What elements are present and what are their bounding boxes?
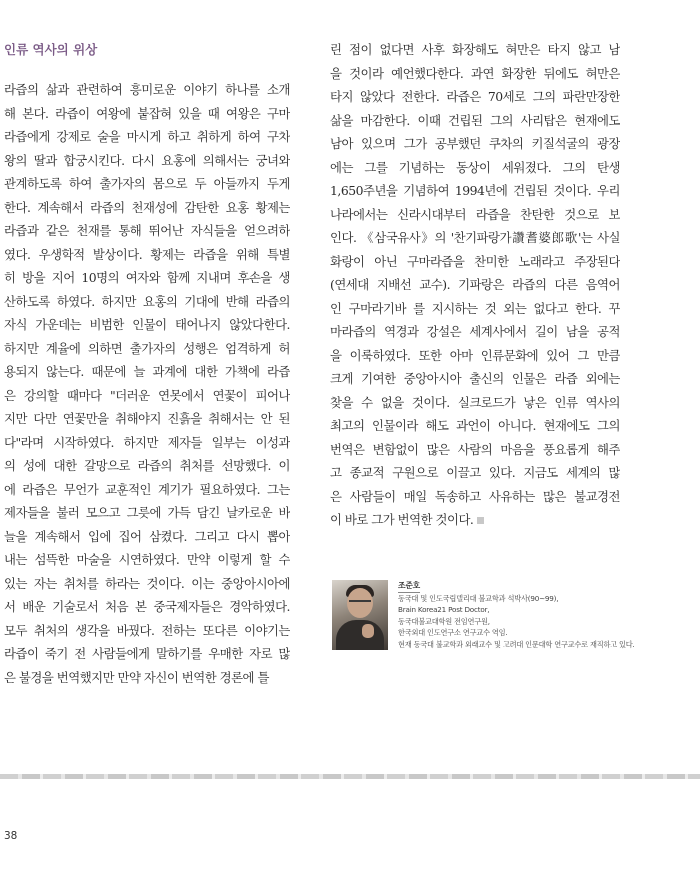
text-line: 의 성에 대한 갈망으로 라즙의 취처를 선망했다. 이 (4, 458, 290, 473)
text-line: 에는 그를 기념하는 동상이 세워졌다. 그의 탄생 (330, 159, 620, 175)
text-line: 한다. 계속해서 라즙의 천재성에 감탄한 요홍 황제는 (4, 199, 290, 215)
author-box (332, 580, 635, 658)
text-line: 이 바로 그가 번역한 것이다. (330, 508, 620, 532)
text-line: 라즙과 같은 천재를 통해 뛰어난 자식들을 얻으려하 (4, 223, 290, 238)
text-line: 있는 자는 취처를 하라는 것이다. 이는 중앙아시아에 (4, 575, 290, 591)
right-text-column (330, 38, 620, 532)
text-line: 하지만 계율에 의하면 출가자의 성행은 엄격하게 허 (4, 340, 290, 356)
author-bio-line: Brain Korea21 Post Doctor, (398, 605, 490, 614)
text-line: 용되지 않는다. 때문에 늘 과계에 대한 가책에 라즙 (4, 364, 290, 379)
text-line: 찾을 수 없을 것이다. 실크로드가 낳은 인류 역사의 (330, 394, 620, 410)
author-bio-line: 동국대 및 인도국립델리대 불교학과 석박사(90~99), (398, 593, 559, 603)
text-line: 마라즙의 역경과 강설은 세계사에서 길이 남을 공적 (330, 324, 620, 339)
text-line: 1,650주년을 기념하여 1994년에 건립된 것이다. 우리 (330, 183, 620, 198)
text-line: 번역은 변함없이 많은 사람의 마음을 풍요롭게 해주 (330, 441, 620, 457)
text-line: 관계하도록 하여 출가자의 몸으로 두 아들까지 두게 (4, 176, 290, 191)
text-line: 나라에서는 신라시대부터 라즙을 찬탄한 것으로 보 (330, 206, 620, 222)
author-bio-line: 동국대불교대학원 전임연구원, (398, 616, 490, 626)
text-line: 을 이룩하였다. 또한 아마 인류문화에 있어 그 만큼 (330, 347, 620, 363)
text-line: 에 라즙은 무언가 교훈적인 계기가 필요하였다. 그는 (4, 481, 290, 497)
end-mark-icon (477, 517, 484, 524)
text-line: 을 것이라 예언했다한다. 과연 화장한 뒤에도 혀만은 (330, 65, 620, 81)
text-line: 라즙의 삶과 관련하여 흥미로운 이야기 하나를 소개 (4, 82, 290, 97)
page-number: 38 (4, 830, 18, 842)
text-line: 삶을 마감한다. 이때 건립된 그의 사리탑은 현재에도 (330, 112, 620, 128)
text-line: 제자들을 불러 모으고 그릇에 가득 담긴 날카로운 바 (4, 505, 290, 520)
text-line: 인 구마라기바 를 지시하는 것 외는 없다고 한다. 꾸 (330, 300, 620, 316)
text-line: 히 방을 지어 10명의 여자와 함께 지내며 후손을 생 (4, 270, 290, 285)
text-line: 왕의 딸과 합궁시킨다. 다시 요홍에 의해서는 궁녀와 (4, 152, 290, 168)
text-line: 지만 다만 연꽃만을 취해야지 진흙을 취해서는 안 된 (4, 411, 290, 426)
text-line: 린 점이 없다면 사후 화장해도 혀만은 타지 않고 남 (330, 42, 620, 57)
text-line: 모두 취처의 생각을 바꿨다. 전하는 또다른 이야기는 (4, 622, 290, 638)
text-line: 남아 있으며 그가 공부했던 쿠차의 키질석굴의 광장 (330, 136, 620, 151)
text-line: 타지 않았다 전한다. 라즙은 70세로 그의 파란만장한 (330, 89, 620, 104)
text-line: 크게 기여한 중앙아시아 출신의 인물은 라즙 외에는 (330, 371, 620, 386)
text-line: 최고의 인물이라 해도 과언이 아니다. 현재에도 그의 (330, 418, 620, 433)
author-bio-line: 현재 동국대 불교학과 외래교수 및 고려대 인문대학 연구교수로 재직하고 있다. (398, 639, 635, 649)
text-line: 다"라며 시작하였다. 하지만 제자들 일부는 이성과 (4, 434, 290, 450)
text-line: 였다. 우생학적 발상이다. 황제는 라즙을 위해 특별 (4, 246, 290, 262)
text-line: 늘을 계속해서 입에 집어 삼켰다. 그리고 다시 뽑아 (4, 528, 290, 544)
text-line: 은 사람들이 매일 독송하고 사유하는 많은 불교경전 (330, 488, 620, 504)
text-line: 자식 가운데는 비범한 인물이 태어나지 않았다한다. (4, 317, 290, 332)
author-name: 조준호 (398, 580, 420, 593)
text-line: 산하도록 하였다. 하지만 요홍의 기대에 반해 라즙의 (4, 293, 290, 309)
text-line: (연세대 지배선 교수). 기파랑은 라즙의 다른 음역어 (330, 277, 620, 292)
author-info (398, 580, 638, 650)
text-line: 인다. 《삼국유사》의 '찬기파랑가讚耆婆郎歌'는 사실 (330, 230, 620, 245)
text-line: 은 불경을 번역했지만 만약 자신이 번역한 경론에 틀 (4, 669, 269, 685)
text-line: 내는 섬뜩한 마술을 시연하였다. 만약 이렇게 할 수 (4, 552, 290, 567)
text-line: 화랑이 아닌 구마라즙을 찬미한 노래라고 주장된다 (330, 253, 620, 269)
author-bio-line: 한국외대 인도연구소 연구교수 역임. (398, 628, 508, 637)
text-line: 서 배운 기술로서 처음 본 중국제자들은 경악하였다. (4, 599, 290, 614)
text-line: 고 종교적 구원으로 이끌고 있다. 지금도 세계의 많 (330, 465, 620, 480)
text-line: 해 본다. 라즙이 여왕에 붙잡혀 있을 때 여왕은 구마 (4, 105, 290, 121)
page-divider (0, 774, 700, 779)
author-photo (332, 580, 388, 650)
author-bio (398, 593, 638, 651)
text-line: 라즙에게 강제로 술을 마시게 하고 취하게 하여 구차 (4, 129, 290, 144)
text-line: 은 강의할 때마다 "더러운 연못에서 연꽃이 피어나 (4, 387, 290, 403)
text-line: 라즙이 죽기 전 사람들에게 말하기를 우매한 자로 많 (4, 646, 290, 661)
left-text-column (4, 78, 290, 689)
section-title: 인류 역사의 위상 (4, 42, 98, 57)
